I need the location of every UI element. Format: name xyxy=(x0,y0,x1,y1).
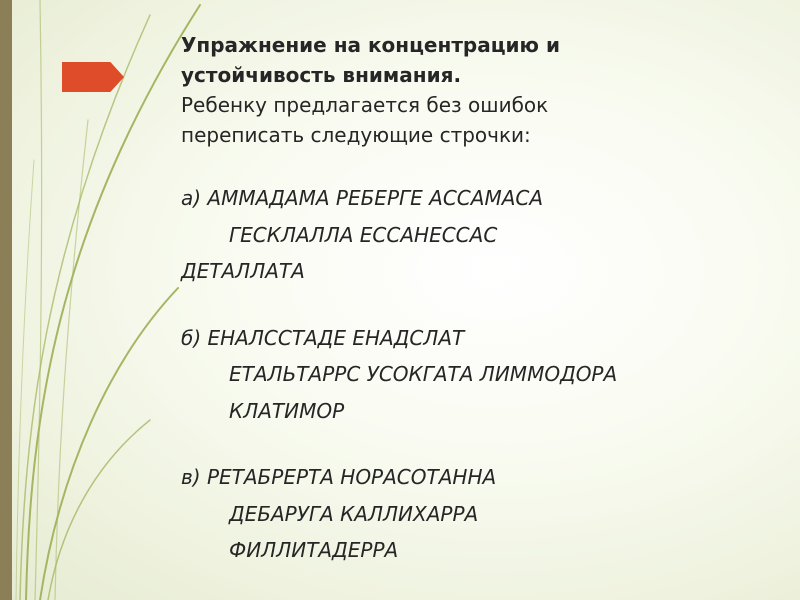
title-line-1: Упражнение на концентрацию и xyxy=(181,33,560,57)
exercise-b-line-3: КЛАТИМОР xyxy=(229,398,345,423)
spacer xyxy=(181,150,781,180)
decor-curve xyxy=(48,420,150,600)
decor-curve xyxy=(16,160,34,600)
exercise-c-line-2: ДЕБАРУГА КАЛЛИХАРРА xyxy=(229,501,479,526)
intro-line-2: переписать следующие строчки: xyxy=(181,123,531,147)
exercise-c-line-1: в) РЕТАБРЕРТА НОРАСОТАННА xyxy=(181,465,497,489)
exercise-a-line-2: ГЕСКЛАЛЛА ЕССАНЕССАС xyxy=(229,222,498,247)
title-line-2: устойчивость внимания. xyxy=(181,63,462,87)
decor-curve xyxy=(35,0,42,600)
spacer xyxy=(181,290,781,320)
exercise-b-line-2: ЕТАЛЬТАРРС УСОКГАТА ЛИММОДОРА xyxy=(229,362,618,386)
slide-content xyxy=(181,30,781,569)
decor-curve xyxy=(26,5,200,600)
exercise-a-line-3: ДЕТАЛЛАТА xyxy=(181,259,305,283)
intro-line-1: Ребенку предлагается без ошибок xyxy=(181,93,549,117)
exercise-c-line-3: ФИЛЛИТАДЕРРА xyxy=(229,538,399,562)
spacer xyxy=(181,429,781,459)
exercise-b-line-1: б) ЕНАЛССТАДЕ ЕНАДСЛАТ xyxy=(181,325,465,350)
decor-curve xyxy=(20,15,150,600)
exercise-a-line-1: а) АММАДАМА РЕБЕРГЕ АССАМАСА xyxy=(181,186,544,210)
